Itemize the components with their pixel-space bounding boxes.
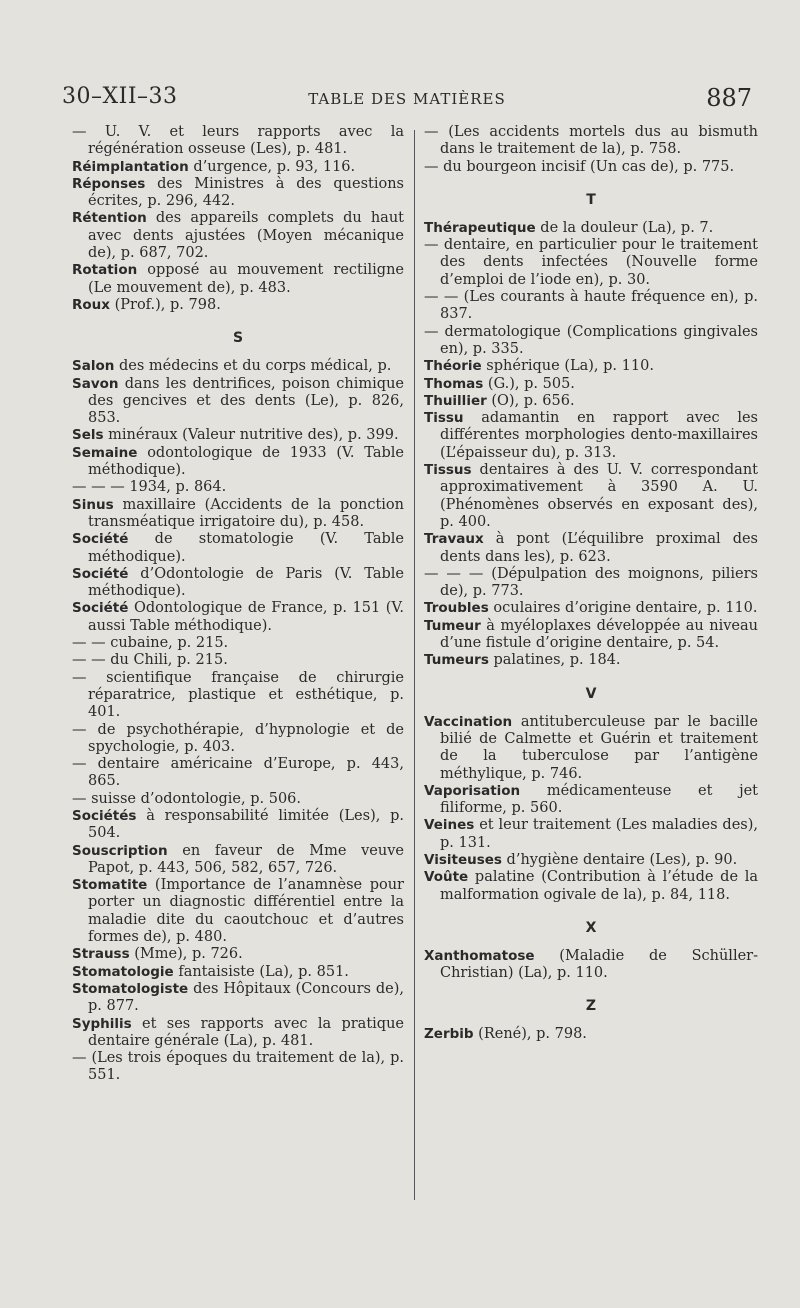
index-entry <box>72 670 404 722</box>
entry-keyword: Stomatologie <box>72 963 174 980</box>
entry-text: (Prof.), p. 798. <box>110 296 221 313</box>
entry-text: à responsabilité limitée (Les), p. 504. <box>88 807 404 842</box>
index-entry <box>72 877 404 946</box>
entry-keyword: Tissus <box>424 462 472 479</box>
index-entry <box>72 791 404 808</box>
entry-keyword: Troubles <box>424 600 489 617</box>
index-entry <box>72 176 404 211</box>
entry-text: des médecins et du corps médical, p. <box>114 358 392 375</box>
index-entry <box>424 237 758 289</box>
entry-text: — (Les accidents mortels dus au bismuth dans le traitement de la), p. 758. <box>424 124 758 158</box>
entry-text: à myéloplaxes développée au niveau d’une fistule d’origine dentaire, p. 54. <box>440 617 758 652</box>
entry-keyword: Voûte <box>424 869 469 886</box>
index-entry <box>424 948 758 983</box>
entry-keyword: Vaccination <box>424 713 513 730</box>
entry-text: dentaires à des U. V. correspondant approximativement à 3590 A. U. (Phénomènes observés en exposant des), p. 400. <box>440 462 758 530</box>
entry-text: de la douleur (La), p. 7. <box>535 219 714 236</box>
index-entry <box>424 410 758 462</box>
index-entry <box>424 393 758 410</box>
running-header <box>62 84 752 114</box>
entry-text: des Ministres à des questions écrites, p. 296, 442. <box>88 175 404 210</box>
entry-text: (O), p. 656. <box>486 392 575 409</box>
entry-keyword: Réimplantation <box>72 158 189 175</box>
index-entry <box>424 817 758 852</box>
entry-text: fantaisiste (La), p. 851. <box>173 963 349 980</box>
index-entry <box>424 159 758 176</box>
entry-text: — dentaire américaine d’Europe, p. 443, 865. <box>72 756 404 790</box>
entry-keyword: Salon <box>72 358 115 375</box>
entry-text: odontologique de 1933 (V. Table méthodique). <box>88 444 404 479</box>
index-entry <box>424 220 758 237</box>
entry-keyword: Société <box>72 600 129 617</box>
entry-text: (Maladie de Schüller-Christian) (La), p. 110. <box>440 947 758 982</box>
index-entry <box>72 445 404 480</box>
index-entry <box>72 262 404 297</box>
index-entry <box>72 946 404 963</box>
entry-text: — — cubaine, p. 215. <box>72 635 229 652</box>
section-letter: V <box>585 685 597 702</box>
entry-text: de stomatologie (V. Table méthodique). <box>88 531 404 565</box>
index-entry <box>72 376 404 428</box>
entry-keyword: Xanthomatose <box>424 947 535 964</box>
index-entry <box>424 566 758 601</box>
index-entry <box>72 358 404 375</box>
index-entry <box>72 497 404 532</box>
right-column <box>424 124 758 1044</box>
index-entry <box>424 324 758 359</box>
index-entry <box>72 297 404 314</box>
entry-keyword: Stomatologiste <box>72 980 189 997</box>
entry-keyword: Veines <box>424 817 475 834</box>
index-entry <box>72 124 404 159</box>
index-entry <box>424 652 758 669</box>
index-entry <box>424 783 758 818</box>
index-entry <box>424 531 758 566</box>
entry-keyword: Roux <box>72 296 110 313</box>
entry-text: (Importance de l’anamnèse pour porter un diagnostic différentiel entre la maladie dite du caoutchouc et d’autres formes de), p. 480. <box>88 877 404 946</box>
entry-keyword: Tumeurs <box>424 652 489 669</box>
entry-text: sphérique (La), p. 110. <box>481 358 654 375</box>
entry-keyword: Zerbib <box>424 1026 474 1043</box>
index-entry <box>424 618 758 653</box>
entry-text: palatines, p. 184. <box>488 652 621 669</box>
entry-keyword: Stomatite <box>72 877 148 894</box>
entry-text: Odontologique de France, p. 151 (V. aussi Table méthodique). <box>88 600 404 634</box>
entry-keyword: Travaux <box>424 531 484 548</box>
index-entry <box>424 869 758 904</box>
entry-text: et leur traitement (Les maladies des), p. 131. <box>440 817 758 851</box>
entry-keyword: Tissu <box>424 410 464 427</box>
entry-text: d’urgence, p. 93, 116. <box>188 158 356 175</box>
entry-keyword: Savon <box>72 375 119 392</box>
entry-text: dans les dentrifices, poison chimique des gencives et des dents (Le), p. 826, 853. <box>88 375 404 427</box>
entry-text: — scientifique française de chirurgie réparatrice, plastique et esthétique, p. 401. <box>72 669 404 721</box>
section-letter: S <box>232 330 244 347</box>
index-entry <box>72 479 404 496</box>
entry-text: — U. V. et leurs rapports avec la régénération osseuse (Les), p. 481. <box>72 124 404 158</box>
entry-text: — de psychothérapie, d’hypnologie et de spychologie, p. 403. <box>72 721 404 755</box>
entry-text: antituberculeuse par le bacille bilié de Calmette et Guérin et traitement de la tuberculose par l’antigène méthylique, p. 746. <box>440 713 758 782</box>
index-entry <box>72 159 404 176</box>
column-divider <box>414 130 415 1200</box>
header-date: 30–XII–33 <box>62 84 178 109</box>
entry-keyword: Souscription <box>72 842 168 859</box>
entry-keyword: Thérapeutique <box>424 219 536 236</box>
entry-text: maxillaire (Accidents de la ponction transméatique irrigatoire du), p. 458. <box>88 496 404 530</box>
index-entry <box>72 210 404 262</box>
entry-keyword: Sinus <box>72 496 114 513</box>
entry-keyword: Réponses <box>72 175 146 192</box>
entry-keyword: Sociétés <box>72 807 137 824</box>
entry-text: opposé au mouvement rectiligne (Le mouvement de), p. 483. <box>88 262 404 296</box>
entry-text: des Hôpitaux (Concours de), p. 877. <box>88 980 404 1015</box>
entry-text: à pont (L’équilibre proximal des dents dans les), p. 623. <box>440 531 758 565</box>
index-entry <box>72 427 404 444</box>
index-entry <box>72 981 404 1016</box>
entry-text: — du bourgeon incisif (Un cas de), p. 775. <box>424 158 735 175</box>
index-entry <box>72 652 404 669</box>
entry-keyword: Thomas <box>424 375 484 392</box>
index-entry <box>72 1050 404 1085</box>
entry-text: palatine (Contribution à l’étude de la malformation ogivale de la), p. 84, 118. <box>440 869 758 903</box>
index-entry <box>72 964 404 981</box>
entry-text: médicamenteuse et jet filiforme, p. 560. <box>440 782 758 817</box>
entry-text: — dentaire, en particulier pour le traitement des dents infectées (Nouvelle forme d’emploi de l’iode en), p. 30. <box>424 237 758 288</box>
entry-keyword: Syphilis <box>72 1015 132 1032</box>
index-entry <box>72 531 404 566</box>
index-entry <box>424 600 758 617</box>
entry-keyword: Thuillier <box>424 392 487 409</box>
index-entry <box>72 756 404 791</box>
entry-text: des appareils complets du haut avec dents ajustées (Moyen mécanique de), p. 687, 702. <box>88 210 404 262</box>
index-entry <box>424 714 758 783</box>
index-entry <box>72 722 404 757</box>
entry-keyword: Rétention <box>72 210 147 227</box>
entry-text: — — — (Dépulpation des moignons, piliers de), p. 773. <box>424 565 758 600</box>
entry-text: — — — 1934, p. 864. <box>72 479 227 496</box>
index-entry <box>424 124 758 159</box>
entry-text: — (Les trois époques du traitement de la), p. 551. <box>72 1050 404 1084</box>
entry-text: (G.), p. 505. <box>483 375 575 392</box>
entry-text: — — du Chili, p. 215. <box>72 652 228 669</box>
entry-keyword: Société <box>72 531 129 548</box>
index-entry <box>72 566 404 601</box>
entry-keyword: Semaine <box>72 444 138 461</box>
entry-text: (Mme), p. 726. <box>129 946 243 963</box>
entry-text: minéraux (Valeur nutritive des), p. 399. <box>103 427 399 444</box>
entry-text: — suisse d’odontologie, p. 506. <box>72 790 301 807</box>
index-entry <box>424 289 758 324</box>
entry-keyword: Rotation <box>72 262 138 279</box>
entry-keyword: Société <box>72 565 129 582</box>
section-letter: X <box>585 919 597 936</box>
index-entry <box>72 1016 404 1051</box>
page-number: 887 <box>706 84 752 112</box>
entry-keyword: Sels <box>72 427 104 444</box>
section-letter: Z <box>585 998 597 1015</box>
index-entry <box>424 358 758 375</box>
index-entry <box>424 376 758 393</box>
entry-text: adamantin en rapport avec les différentes morphologies dento-maxillaires (L’épaisseur du), p. 313. <box>440 410 758 461</box>
header-title: TABLE DES MATIÈRES <box>308 90 506 108</box>
entry-keyword: Tumeur <box>424 617 481 634</box>
entry-text: d’hygiène dentaire (Les), p. 90. <box>501 851 738 868</box>
entry-keyword: Visiteuses <box>424 851 502 868</box>
index-entry <box>72 635 404 652</box>
entry-keyword: Vaporisation <box>424 782 521 799</box>
entry-keyword: Théorie <box>424 358 482 375</box>
index-entry <box>72 600 404 635</box>
index-entry <box>424 462 758 531</box>
index-entry <box>72 808 404 843</box>
entry-keyword: Strauss <box>72 946 130 963</box>
entry-text: — — (Les courants à haute fréquence en), p. 837. <box>424 289 758 323</box>
left-column <box>72 124 404 1085</box>
entry-text: (René), p. 798. <box>473 1026 587 1043</box>
index-entry <box>72 843 404 878</box>
index-entry <box>424 1026 758 1043</box>
entry-text: d’Odontologie de Paris (V. Table méthodique). <box>88 565 404 600</box>
entry-text: et ses rapports avec la pratique dentaire générale (La), p. 481. <box>88 1015 404 1049</box>
entry-text: en faveur de Mme veuve Papot, p. 443, 506, 582, 657, 726. <box>88 842 404 876</box>
entry-text: oculaires d’origine dentaire, p. 110. <box>488 600 758 617</box>
entry-text: — dermatologique (Complications gingivales en), p. 335. <box>424 323 758 357</box>
section-letter: T <box>586 191 596 208</box>
index-entry <box>424 852 758 869</box>
